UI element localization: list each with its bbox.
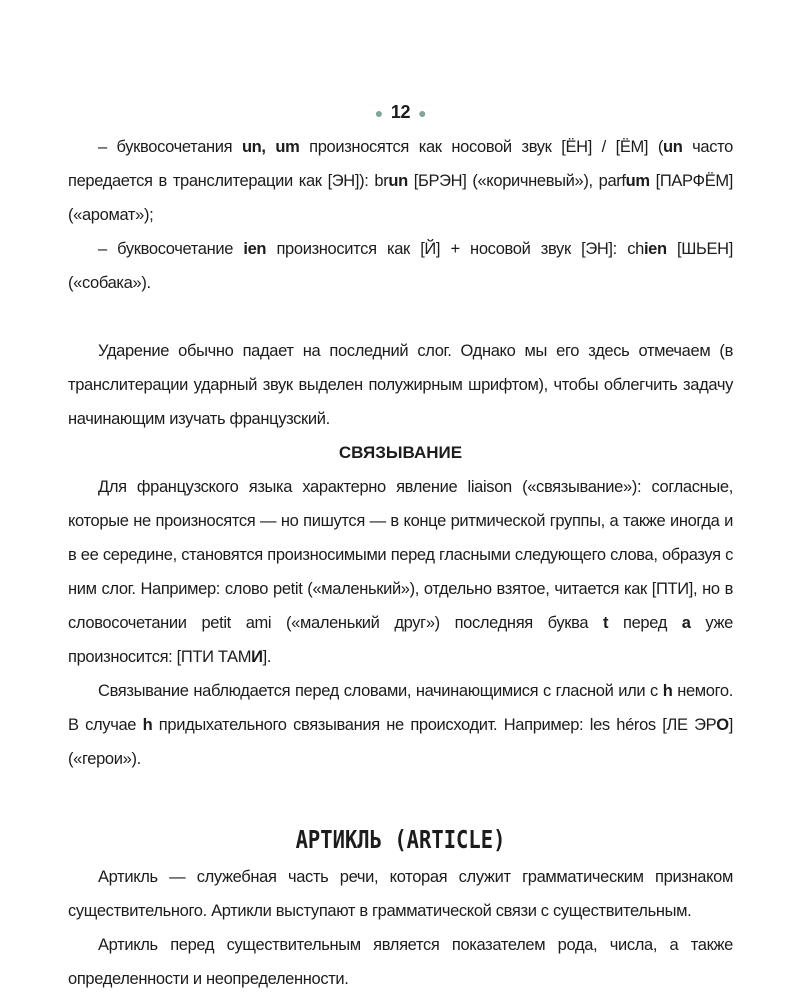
bullet-ien: – буквосочетание ien произносится как [Й] + носовой звук [ЭН]: chien [ШЬЕН] («собака»). [68,240,733,292]
page-content [68,95,733,996]
liaison-paragraph-1: Для французского языка характерно явление liaison («связывание»): согласные, которые не произносятся — но пишутся — в конце ритмической группы, а также иногда и в ее середине, становятся произносимыми перед гласными следующего слова, образуя с ним слог. Например: слово petit («маленький»), отдельно взятое, читается как [ПТИ], но в словосочетании petit ami («маленький друг») последняя буква t перед a уже произносится: [ПТИ ТАМИ]. [68,478,733,666]
article-paragraph-2: Артикль перед существительным является показателем рода, числа, а также определенности и неопределенности. [68,936,733,988]
bullet-dot-icon: ● [374,105,383,121]
liaison-heading: СВЯЗЫВАНИЕ [338,443,463,462]
liaison-paragraph-2: Связывание наблюдается перед словами, начинающимися с гласной или с h немого. В случае h придыхательного связывания не происходит. Например: les héros [ЛЕ ЭРО] («герои»). [68,682,733,768]
bullet-un-um: – буквосочетания un, um произносятся как носовой звук [ЁН] / [ЁМ] (un часто передается в транслитерации как [ЭН]): brun [БРЭН] («коричневый»), parfum [ПАРФЁМ] («аромат»); [68,138,733,224]
spacer [68,300,733,334]
stress-paragraph: Ударение обычно падает на последний слог. Однако мы его здесь отмечаем (в транслитерации ударный звук выделен полужирным шрифтом), чтобы облегчить задачу начинающим изучать французский. [68,342,733,428]
article-heading: АРТИКЛЬ (ARTICLE) [295,825,506,854]
page-number-text: 12 [390,102,411,122]
bullet-dot-icon: ● [418,105,427,121]
page-number [68,95,733,130]
article-paragraph-1: Артикль — служебная часть речи, которая служит грамматическим признаком существительного. Артикли выступают в грамматической связи с существительным. [68,868,733,920]
spacer [68,776,733,820]
